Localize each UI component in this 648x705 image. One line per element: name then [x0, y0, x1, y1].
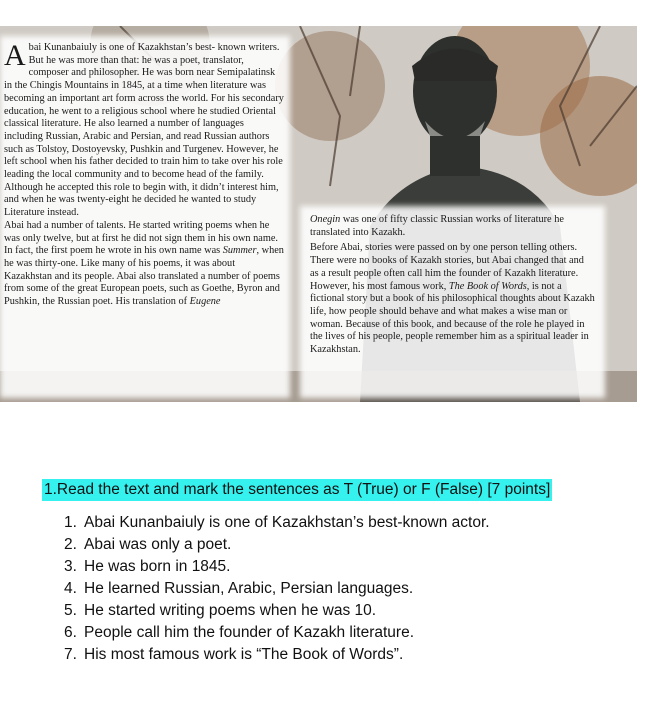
paragraph-text: Before Abai, stories were passed on by one person telling others. There were no books of Kazakh stories, but Abai changed that and as a result people often call him the founder of Kazakh literature. However, his most famous work, [310, 242, 584, 292]
question-text: He learned Russian, Arabic, Persian languages. [84, 580, 414, 597]
question-text: He was born in 1845. [84, 558, 231, 575]
article-paragraph [310, 242, 595, 356]
question-text: His most famous work is “The Book of Words”. [84, 646, 404, 663]
article-paragraph [4, 220, 284, 309]
question-number: 7. [64, 646, 77, 663]
question-text: Abai was only a poet. [84, 536, 232, 553]
article-photo-panel [0, 26, 637, 402]
question-number: 3. [64, 558, 77, 575]
work-title: The Book of Words [448, 280, 527, 292]
article-paragraph [310, 214, 595, 239]
question-item [64, 644, 490, 666]
question-item [64, 534, 490, 556]
question-number: 1. [64, 514, 77, 531]
true-false-list [64, 512, 490, 666]
article-right-column [310, 214, 595, 357]
paragraph-text: Abai had a number of talents. He started writing poems when he was only twelve, but at first he did not sign them in his own name. In fact, the first poem he wrote in his own name was [4, 219, 278, 257]
question-text: Abai Kunanbaiuly is one of Kazakhstan’s best-known actor. [84, 514, 490, 531]
question-text: People call him the founder of Kazakh literature. [84, 624, 414, 641]
paragraph-text: bai Kunanbaiuly is one of Kazakhstan’s best- known writers. But he was more than that: he was a poet, translator, composer and philosopher. He was born near Semipalatinsk in the Chingis Mountains in 1845, at a time when literature was becoming an important art form across the world. For his secondary education, he went to a religious school where he studied Oriental classical literature. He also learned a number of languages including Russian, Arabic and Persian, and read Russian authors such as Tolstoy, Dostoyevsky, Pushkin and Turgenev. However, he left school when his father decided to train him to take over his role leading the local community and to become head of the family. Although he accepted this role to begin with, it didn’t interest him, and when he was twenty-eight he decided he wanted to study Literature instead. [4, 42, 284, 219]
drop-cap: A [4, 39, 26, 72]
question-number: 2. [64, 536, 77, 553]
paragraph-text: , when he was thirty-one. Like many of his poems, it was about Kazakhstan and its people. Abai also translated a number of poems from some of the great European poets, such as Goethe, Byron and Pushkin, the Russian poet. His translation of [4, 245, 284, 308]
work-title: Onegin [310, 214, 341, 225]
question-item [64, 556, 490, 578]
question-number: 4. [64, 580, 77, 597]
exercise-heading: 1.Read the text and mark the sentences as T (True) or F (False) [7 points] [42, 479, 552, 501]
question-item [64, 512, 490, 534]
question-item [64, 622, 490, 644]
poem-title: Summer [222, 245, 257, 257]
question-number: 5. [64, 602, 77, 619]
question-item [64, 578, 490, 600]
question-number: 6. [64, 624, 77, 641]
article-paragraph [4, 39, 284, 220]
article-left-column [4, 39, 284, 309]
work-title: Eugene [189, 296, 221, 308]
paragraph-text: , is not a fictional story but a book of his philosophical thoughts about Kazakh life, how people should behave and what makes a wise man or woman. Because of this book, and because of the role he played in the lives of his people, people remember him as a spiritual leader in Kazakhstan. [310, 280, 595, 356]
question-text: He started writing poems when he was 10. [84, 602, 377, 619]
question-item [64, 600, 490, 622]
paragraph-text: was one of fifty classic Russian works of literature he translated into Kazakh. [310, 214, 564, 238]
